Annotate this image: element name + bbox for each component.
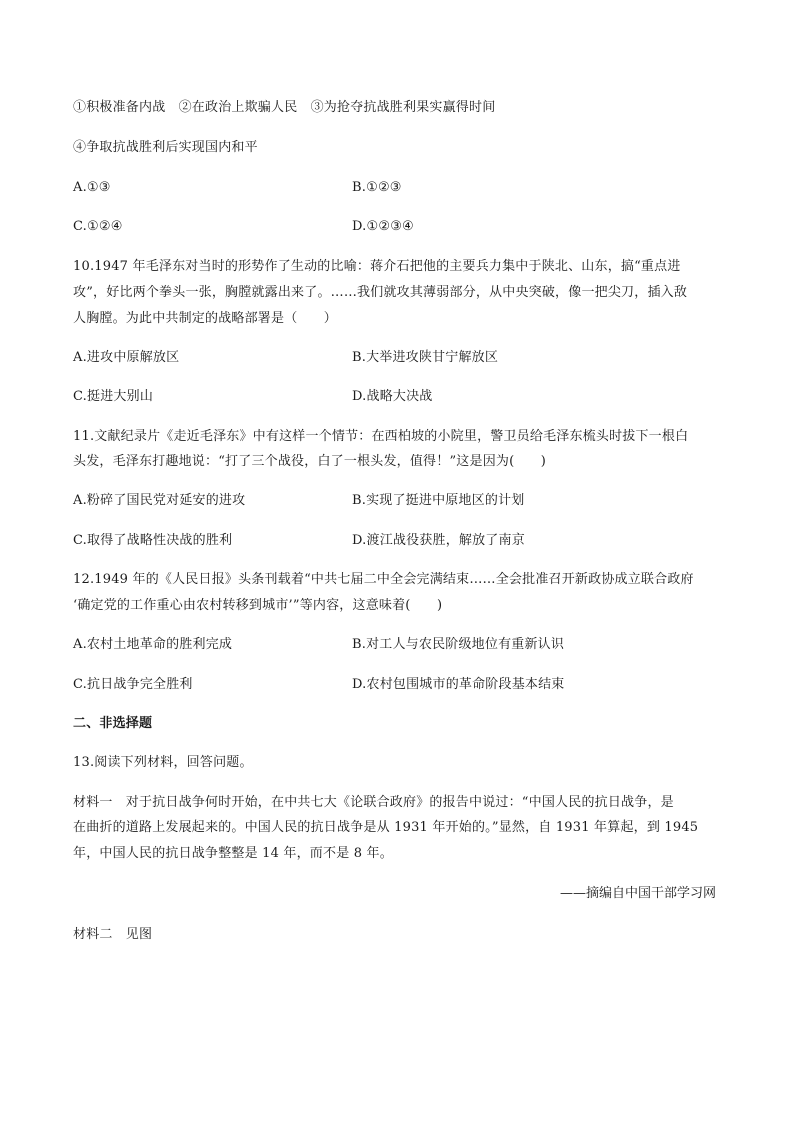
- q11-option-a: A.粉碎了国民党对延安的进攻: [73, 493, 246, 508]
- q12-stem-line2: ‘确定党的工作重心由农村转移到城市’”等内容，这意味着( ): [73, 598, 443, 613]
- q11-stem-line2: 头发，毛泽东打趣地说：“打了三个战役，白了一根头发，值得！”这是因为( ): [73, 454, 547, 469]
- q12-stem-line1: 12.1949 年的《人民日报》头条刊载着“中共七届二中全会完满结束……全会批准召开新政协成立联合政府: [73, 572, 694, 587]
- q10-option-c: C.挺进大别山: [73, 389, 154, 404]
- q13-material1-line1: 材料一 对于抗日战争何时开始，在中共七大《论联合政府》的报告中说过：“中国人民的抗日战争，是: [73, 795, 674, 810]
- section-heading: 二、非选择题: [73, 716, 153, 731]
- q11-option-b: B.实现了挺进中原地区的计划: [352, 493, 525, 508]
- q9-items-line1: ①积极准备内战 ②在政治上欺骗人民 ③为抢夺抗战胜利果实赢得时间: [73, 100, 496, 115]
- q10-option-a: A.进攻中原解放区: [73, 350, 180, 365]
- q11-option-d: D.渡江战役获胜，解放了南京: [352, 533, 525, 548]
- q13-source: ——摘编自中国干部学习网: [559, 886, 716, 901]
- q13-material1-line2: 在曲折的道路上发展起来的。中国人民的抗日战争是从 1931 年开始的。”显然，自 1931 年算起，到 1945: [73, 820, 699, 835]
- q10-option-d: D.战略大决战: [352, 389, 433, 404]
- q9-items-line2: ④争取抗战胜利后实现国内和平: [73, 140, 258, 155]
- q9-option-b: B.①②③: [352, 180, 402, 195]
- q10-stem-line1: 10.1947 年毛泽东对当时的形势作了生动的比喻：蒋介石把他的主要兵力集中于陕北、山东，搞“重点进: [73, 259, 681, 274]
- q13-material2: 材料二 见图: [73, 927, 153, 942]
- q10-option-b: B.大举进攻陕甘宁解放区: [352, 350, 499, 365]
- q13-stem: 13.阅读下列材料，回答问题。: [73, 755, 253, 770]
- q10-stem-line3: 人胸膛。为此中共制定的战略部署是（ ）: [73, 311, 338, 326]
- q12-option-b: B.对工人与农民阶级地位有重新认识: [352, 637, 565, 652]
- q13-material1-line3: 年，中国人民的抗日战争整整是 14 年，而不是 8 年。: [73, 846, 393, 861]
- q12-option-a: A.农村土地革命的胜利完成: [73, 637, 233, 652]
- q9-option-d: D.①②③④: [352, 219, 414, 234]
- q11-option-c: C.取得了战略性决战的胜利: [73, 533, 233, 548]
- q12-option-d: D.农村包围城市的革命阶段基本结束: [352, 677, 565, 692]
- q9-option-a: A.①③: [73, 180, 111, 195]
- q11-stem-line1: 11.文献纪录片《走近毛泽东》中有这样一个情节：在西柏坡的小院里，警卫员给毛泽东梳头时拔下一根白: [73, 429, 689, 444]
- q9-option-c: C.①②④: [73, 219, 123, 234]
- q12-option-c: C.抗日战争完全胜利: [73, 677, 193, 692]
- q10-stem-line2: 攻”，好比两个拳头一张，胸膛就露出来了。……我们就攻其薄弱部分，从中央突破，像一把尖刀，插入敌: [73, 285, 688, 300]
